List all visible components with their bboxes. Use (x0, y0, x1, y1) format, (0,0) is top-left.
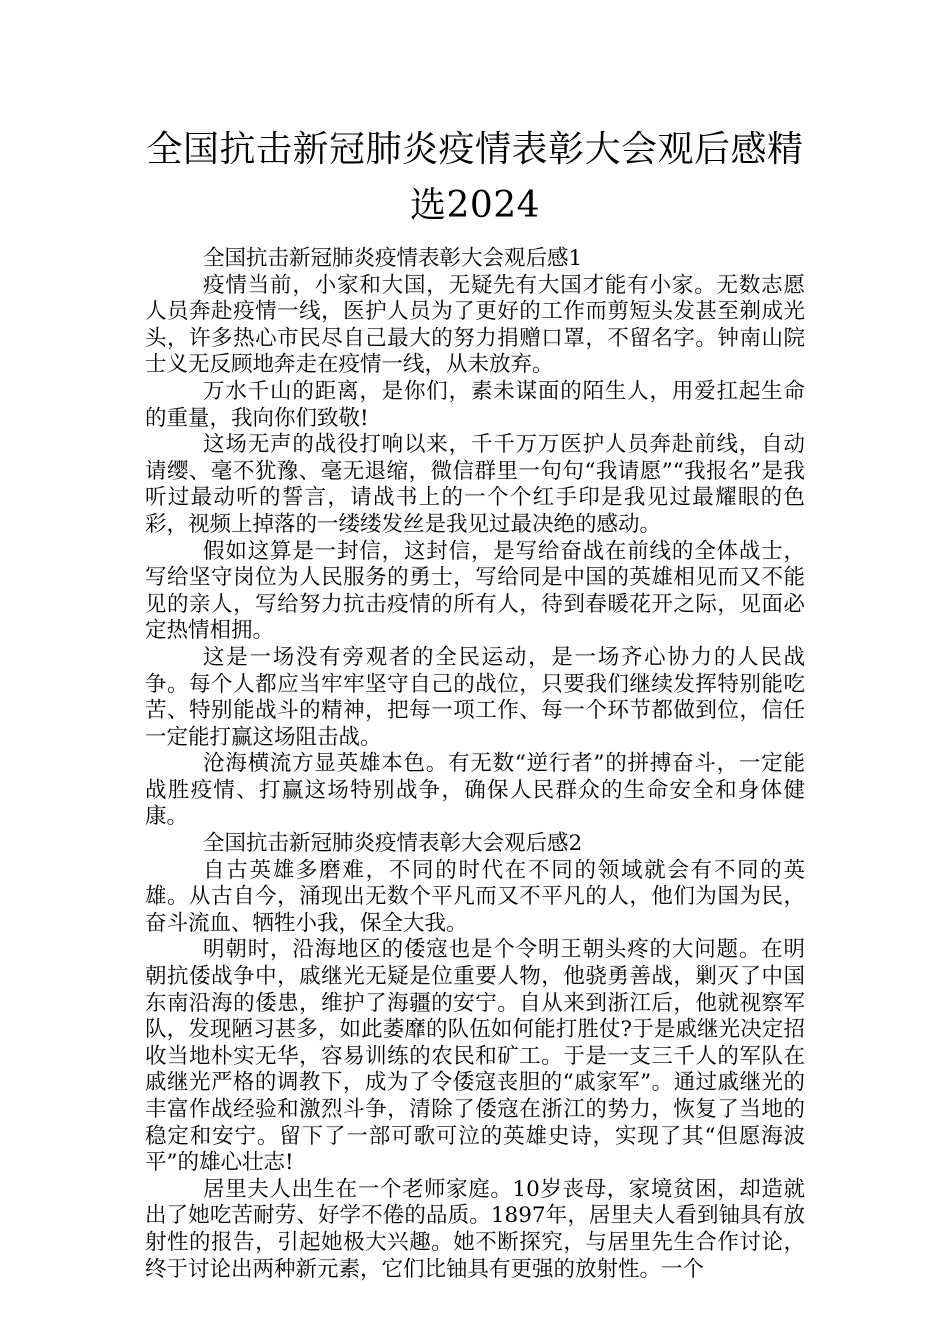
paragraph: 疫情当前，小家和大国，无疑先有大国才能有小家。无数志愿人员奔赴疫情一线，医护人员为了更好的工作而剪短头发甚至剃成光头，许多热心市民尽自己最大的努力捐赠口罩，不留名字。钟南山院士义无反顾地奔走在疫情一线，从未放弃。 (145, 272, 805, 378)
paragraph: 居里夫人出生在一个老师家庭。10岁丧母，家境贫困，却造就出了她吃苦耐劳、好学不倦的品质。1897年，居里夫人看到铀具有放射性的报告，引起她极大兴趣。她不断探究，与居里先生合作讨论，终于讨论出两种新元素，它们比铀具有更强的放射性。一个 (145, 1176, 805, 1282)
document-body (145, 246, 805, 1283)
paragraph: 万水千山的距离，是你们，素未谋面的陌生人，用爱扛起生命的重量，我向你们致敬! (145, 378, 805, 431)
document-title: 全国抗击新冠肺炎疫情表彰大会观后感精选2024 (146, 129, 804, 226)
paragraph: 这是一场没有旁观者的全民运动，是一场齐心协力的人民战争。每个人都应当牢牢坚守自己的战位，只要我们继续发挥特别能吃苦、特别能战斗的精神，把每一项工作、每一个环节都做到位，信任一定能打赢这场阻击战。 (145, 644, 805, 750)
paragraph: 沧海横流方显英雄本色。有无数“逆行者”的拼搏奋斗，一定能战胜疫情、打赢这场特别战争，确保人民群众的生命安全和身体健康。 (145, 751, 805, 830)
section-heading: 全国抗击新冠肺炎疫情表彰大会观后感2 (203, 831, 583, 857)
section-heading: 全国抗击新冠肺炎疫情表彰大会观后感1 (203, 246, 583, 271)
paragraph: 假如这算是一封信，这封信，是写给奋战在前线的全体战士，写给坚守岗位为人民服务的勇士，写给同是中国的英雄相见而又不能见的亲人，写给努力抗击疫情的所有人，待到春暖花开之际，见面必定热情相拥。 (145, 538, 805, 644)
paragraph: 自古英雄多磨难，不同的时代在不同的领域就会有不同的英雄。从古自今，涌现出无数个平凡而又不平凡的人，他们为国为民，奋斗流血、牺牲小我，保全大我。 (145, 857, 805, 936)
paragraph: 这场无声的战役打响以来，千千万万医护人员奔赴前线，自动请缨、毫不犹豫、毫无退缩，微信群里一句句“我请愿”“我报名”是我听过最动听的誓言，请战书上的一个个红手印是我见过最耀眼的色彩，视频上掉落的一缕缕发丝是我见过最决绝的感动。 (145, 432, 805, 537)
paragraph: 明朝时，沿海地区的倭寇也是个令明王朝头疼的大问题。在明朝抗倭战争中，戚继光无疑是位重要人物，他骁勇善战，剿灭了中国东南沿海的倭患，维护了海疆的安宁。自从来到浙江后，他就视察军队，发现陋习甚多，如此萎靡的队伍如何能打胜仗?于是戚继光决定招收当地朴实无华，容易训练的农民和矿工。于是一支三千人的军队在戚继光严格的调教下，成为了令倭寇丧胆的“戚家军”。通过戚继光的丰富作战经验和激烈斗争，清除了倭寇在浙江的势力，恢复了当地的稳定和安宁。留下了一部可歌可泣的英雄史诗，实现了其“但愿海波平”的雄心壮志! (145, 937, 805, 1176)
